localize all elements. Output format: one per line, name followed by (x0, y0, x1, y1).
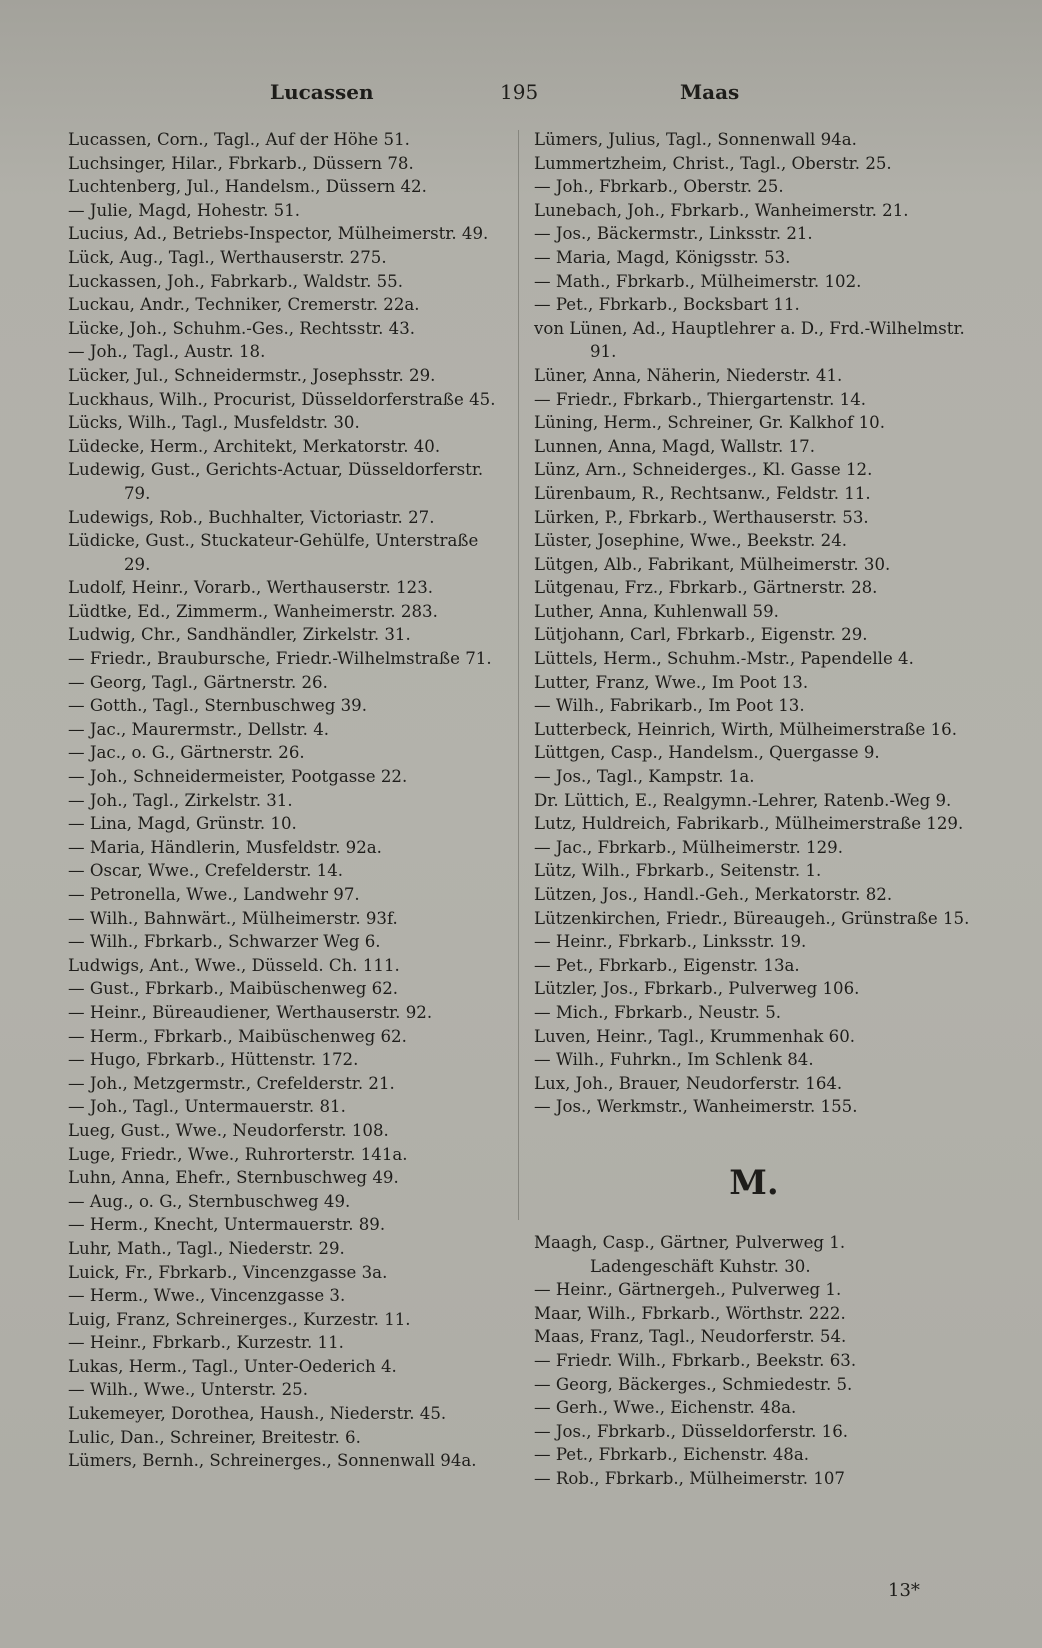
directory-entry: Lürken, P., Fbrkarb., Werthauserstr. 53. (534, 507, 869, 527)
directory-entry: — Maria, Händlerin, Musfeldstr. 92a. (68, 837, 382, 857)
directory-entry: Lütgen, Alb., Fabrikant, Mülheimerstr. 30. (534, 554, 891, 574)
directory-entry: Luckhaus, Wilh., Procurist, Düsseldorferstraße 45. (68, 389, 496, 409)
directory-entry: Lucius, Ad., Betriebs-Inspector, Mülheimerstr. 49. (68, 224, 489, 244)
directory-entry: Luhn, Anna, Ehefr., Sternbuschweg 49. (68, 1168, 399, 1188)
directory-entry: — Joh., Tagl., Zirkelstr. 31. (68, 790, 293, 810)
directory-entry: Maagh, Casp., Gärtner, Pulverweg 1. Ladengeschäft Kuhstr. 30. (534, 1232, 846, 1276)
directory-entry: Luckassen, Joh., Fabrkarb., Waldstr. 55. (68, 271, 404, 291)
directory-entry: — Julie, Magd, Hohestr. 51. (68, 200, 301, 220)
directory-entry: — Math., Fbrkarb., Mülheimerstr. 102. (534, 271, 862, 291)
directory-entry: Lücke, Joh., Schuhm.-Ges., Rechtsstr. 43. (68, 318, 416, 338)
directory-entry: — Joh., Tagl., Austr. 18. (68, 342, 266, 362)
directory-entry: — Jos., Tagl., Kampstr. 1a. (534, 767, 755, 787)
directory-entry: Maar, Wilh., Fbrkarb., Wörthstr. 222. (534, 1303, 846, 1323)
directory-entry: Lück, Aug., Tagl., Werthauserstr. 275. (68, 247, 387, 267)
directory-entry: Lüster, Josephine, Wwe., Beekstr. 24. (534, 531, 848, 551)
directory-entry: Lutterbeck, Heinrich, Wirth, Mülheimerstraße 16. (534, 719, 957, 739)
directory-entry: Lüning, Herm., Schreiner, Gr. Kalkhof 10. (534, 413, 885, 433)
directory-entry: Lüdecke, Herm., Architekt, Merkatorstr. 40. (68, 436, 441, 456)
directory-entry: — Jac., o. G., Gärtnerstr. 26. (68, 743, 305, 763)
directory-entry: — Herm., Fbrkarb., Maibüschenweg 62. (68, 1026, 407, 1046)
directory-entry: Lücker, Jul., Schneidermstr., Josephsstr. 29. (68, 365, 436, 385)
directory-entry: — Pet., Fbrkarb., Eichenstr. 48a. (534, 1445, 810, 1465)
directory-entry: Ludwig, Chr., Sandhändler, Zirkelstr. 31. (68, 625, 411, 645)
directory-entry: Luchsinger, Hilar., Fbrkarb., Düssern 78. (68, 153, 414, 173)
directory-entry: Lümers, Bernh., Schreinerges., Sonnenwall 94a. (68, 1451, 477, 1471)
directory-entry: Lütz, Wilh., Fbrkarb., Seitenstr. 1. (534, 861, 822, 881)
running-header (0, 80, 1042, 110)
directory-entry: Lünz, Arn., Schneiderges., Kl. Gasse 12. (534, 460, 873, 480)
directory-entry: — Georg, Bäckerges., Schmiedestr. 5. (534, 1374, 853, 1394)
directory-entry: Lukas, Herm., Tagl., Unter-Oederich 4. (68, 1356, 397, 1376)
directory-entry: Maas, Franz, Tagl., Neudorferstr. 54. (534, 1327, 847, 1347)
directory-entry: Lüttels, Herm., Schuhm.-Mstr., Papendelle 4. (534, 649, 914, 669)
directory-entry: Lummertzheim, Christ., Tagl., Oberstr. 25. (534, 153, 892, 173)
directory-entry: Lukemeyer, Dorothea, Haush., Niederstr. 45. (68, 1404, 447, 1424)
directory-entry: — Friedr. Wilh., Fbrkarb., Beekstr. 63. (534, 1350, 857, 1370)
directory-entry: — Georg, Tagl., Gärtnerstr. 26. (68, 672, 328, 692)
directory-entry: — Petronella, Wwe., Landwehr 97. (68, 885, 360, 904)
directory-entry: — Heinr., Fbrkarb., Linksstr. 19. (534, 932, 807, 952)
directory-entry: — Wilh., Fabrikarb., Im Poot 13. (534, 696, 805, 716)
directory-entry: Luge, Friedr., Wwe., Ruhrorterstr. 141a. (68, 1144, 408, 1164)
directory-entry: Lucassen, Corn., Tagl., Auf der Höhe 51. (68, 130, 410, 149)
right-column (534, 128, 974, 1490)
directory-entry: Lutter, Franz, Wwe., Im Poot 13. (534, 672, 809, 692)
directory-entry: — Joh., Schneidermeister, Pootgasse 22. (68, 767, 408, 787)
directory-entry: — Wilh., Fbrkarb., Schwarzer Weg 6. (68, 932, 381, 952)
directory-entry: Luchtenberg, Jul., Handelsm., Düssern 42. (68, 177, 427, 197)
directory-entry: Ludewigs, Rob., Buchhalter, Victoriastr. 27. (68, 507, 435, 527)
directory-entry: Luckau, Andr., Techniker, Cremerstr. 22a. (68, 295, 420, 315)
header-left-catchword: Lucassen (270, 80, 374, 104)
directory-entry: Lunnen, Anna, Magd, Wallstr. 17. (534, 436, 815, 456)
directory-entry: Luig, Franz, Schreinerges., Kurzestr. 11. (68, 1309, 411, 1329)
directory-entry: Lützler, Jos., Fbrkarb., Pulverweg 106. (534, 979, 860, 999)
column-divider (518, 130, 519, 1220)
directory-entry: — Jos., Werkmstr., Wanheimerstr. 155. (534, 1097, 858, 1117)
directory-entry: — Aug., o. G., Sternbuschweg 49. (68, 1191, 351, 1211)
directory-entry: von Lünen, Ad., Hauptlehrer a. D., Frd.-Wilhelmstr. 91. (534, 318, 965, 362)
directory-entry: — Friedr., Fbrkarb., Thiergartenstr. 14. (534, 389, 867, 409)
directory-entry: Lüttgen, Casp., Handelsm., Quergasse 9. (534, 743, 880, 763)
directory-entry: Luhr, Math., Tagl., Niederstr. 29. (68, 1238, 345, 1258)
directory-entry: — Pet., Fbrkarb., Eigenstr. 13a. (534, 955, 800, 975)
directory-entry: Lützen, Jos., Handl.-Geh., Merkatorstr. 82. (534, 885, 893, 904)
directory-entry: Lüdtke, Ed., Zimmerm., Wanheimerstr. 283. (68, 601, 438, 621)
directory-entry: — Gerh., Wwe., Eichenstr. 48a. (534, 1398, 797, 1418)
directory-entry: — Wilh., Wwe., Unterstr. 25. (68, 1380, 308, 1400)
directory-entry: Ludewig, Gust., Gerichts-Actuar, Düsseldorferstr. 79. (68, 460, 484, 503)
directory-entry: — Jos., Fbrkarb., Düsseldorferstr. 16. (534, 1421, 849, 1441)
directory-entry: — Pet., Fbrkarb., Bocksbart 11. (534, 295, 800, 315)
directory-entry: — Heinr., Büreaudiener, Werthauserstr. 92. (68, 1002, 433, 1022)
directory-entry: Lücks, Wilh., Tagl., Musfeldstr. 30. (68, 413, 360, 433)
directory-entry: — Joh., Metzgermstr., Crefelderstr. 21. (68, 1073, 395, 1093)
directory-entry: — Jos., Bäckermstr., Linksstr. 21. (534, 224, 813, 244)
directory-entry: Lütgenau, Frz., Fbrkarb., Gärtnerstr. 28. (534, 578, 878, 598)
directory-entry: — Wilh., Fuhrkn., Im Schlenk 84. (534, 1050, 814, 1070)
directory-entry: — Friedr., Braubursche, Friedr.-Wilhelmstraße 71. (68, 649, 492, 669)
left-column (68, 128, 508, 1473)
directory-entry: — Heinr., Gärtnergeh., Pulverweg 1. (534, 1280, 842, 1300)
directory-entry: Lützenkirchen, Friedr., Büreaugeh., Grünstraße 15. (534, 908, 970, 928)
directory-entry: — Gotth., Tagl., Sternbuschweg 39. (68, 696, 367, 716)
directory-entry: — Joh., Fbrkarb., Oberstr. 25. (534, 177, 784, 197)
directory-entry: — Rob., Fbrkarb., Mülheimerstr. 107 (534, 1468, 845, 1488)
directory-entry: — Wilh., Bahnwärt., Mülheimerstr. 93f. (68, 908, 398, 928)
directory-entry: Luven, Heinr., Tagl., Krummenhak 60. (534, 1026, 856, 1046)
directory-entry: Lunebach, Joh., Fbrkarb., Wanheimerstr. 21. (534, 200, 909, 220)
directory-entry: Lux, Joh., Brauer, Neudorferstr. 164. (534, 1073, 843, 1093)
page-number: 195 (500, 80, 539, 104)
directory-entry: Lürenbaum, R., Rechtsanw., Feldstr. 11. (534, 483, 871, 503)
directory-entry: — Herm., Wwe., Vincenzgasse 3. (68, 1286, 346, 1306)
directory-entry: Lüner, Anna, Näherin, Niederstr. 41. (534, 365, 843, 385)
directory-entry: — Heinr., Fbrkarb., Kurzestr. 11. (68, 1333, 344, 1353)
directory-entry: — Herm., Knecht, Untermauerstr. 89. (68, 1215, 386, 1235)
directory-entry: — Jac., Maurermstr., Dellstr. 4. (68, 719, 330, 739)
directory-entry: Lümers, Julius, Tagl., Sonnenwall 94a. (534, 130, 857, 149)
directory-entry: — Lina, Magd, Grünstr. 10. (68, 814, 297, 834)
directory-entry: Lutz, Huldreich, Fabrikarb., Mülheimerstraße 129. (534, 814, 964, 834)
directory-entry: Ludolf, Heinr., Vorarb., Werthauserstr. 123. (68, 578, 434, 598)
header-right-catchword: Maas (680, 80, 740, 104)
directory-entry: Ludwigs, Ant., Wwe., Düsseld. Ch. 111. (68, 955, 400, 975)
section-letter-m: M. (729, 1162, 779, 1203)
directory-entry: Lüdicke, Gust., Stuckateur-Gehülfe, Unterstraße 29. (68, 531, 479, 574)
directory-entry: Lueg, Gust., Wwe., Neudorferstr. 108. (68, 1120, 389, 1140)
directory-entry: Luther, Anna, Kuhlenwall 59. (534, 601, 779, 621)
directory-entry: — Oscar, Wwe., Crefelderstr. 14. (68, 861, 344, 881)
directory-entry: — Jac., Fbrkarb., Mülheimerstr. 129. (534, 837, 844, 857)
directory-entry: — Mich., Fbrkarb., Neustr. 5. (534, 1002, 782, 1022)
directory-entry: — Maria, Magd, Königsstr. 53. (534, 247, 791, 267)
directory-entry: Lulic, Dan., Schreiner, Breitestr. 6. (68, 1427, 361, 1447)
directory-entry: Lütjohann, Carl, Fbrkarb., Eigenstr. 29. (534, 625, 868, 645)
directory-entry: — Gust., Fbrkarb., Maibüschenweg 62. (68, 979, 399, 999)
directory-entry: Luick, Fr., Fbrkarb., Vincenzgasse 3a. (68, 1262, 388, 1282)
directory-entry: Dr. Lüttich, E., Realgymn.-Lehrer, Ratenb.-Weg 9. (534, 790, 952, 810)
directory-entry: — Joh., Tagl., Untermauerstr. 81. (68, 1097, 346, 1117)
signature-mark: 13* (888, 1580, 920, 1601)
directory-entry: — Hugo, Fbrkarb., Hüttenstr. 172. (68, 1050, 359, 1070)
